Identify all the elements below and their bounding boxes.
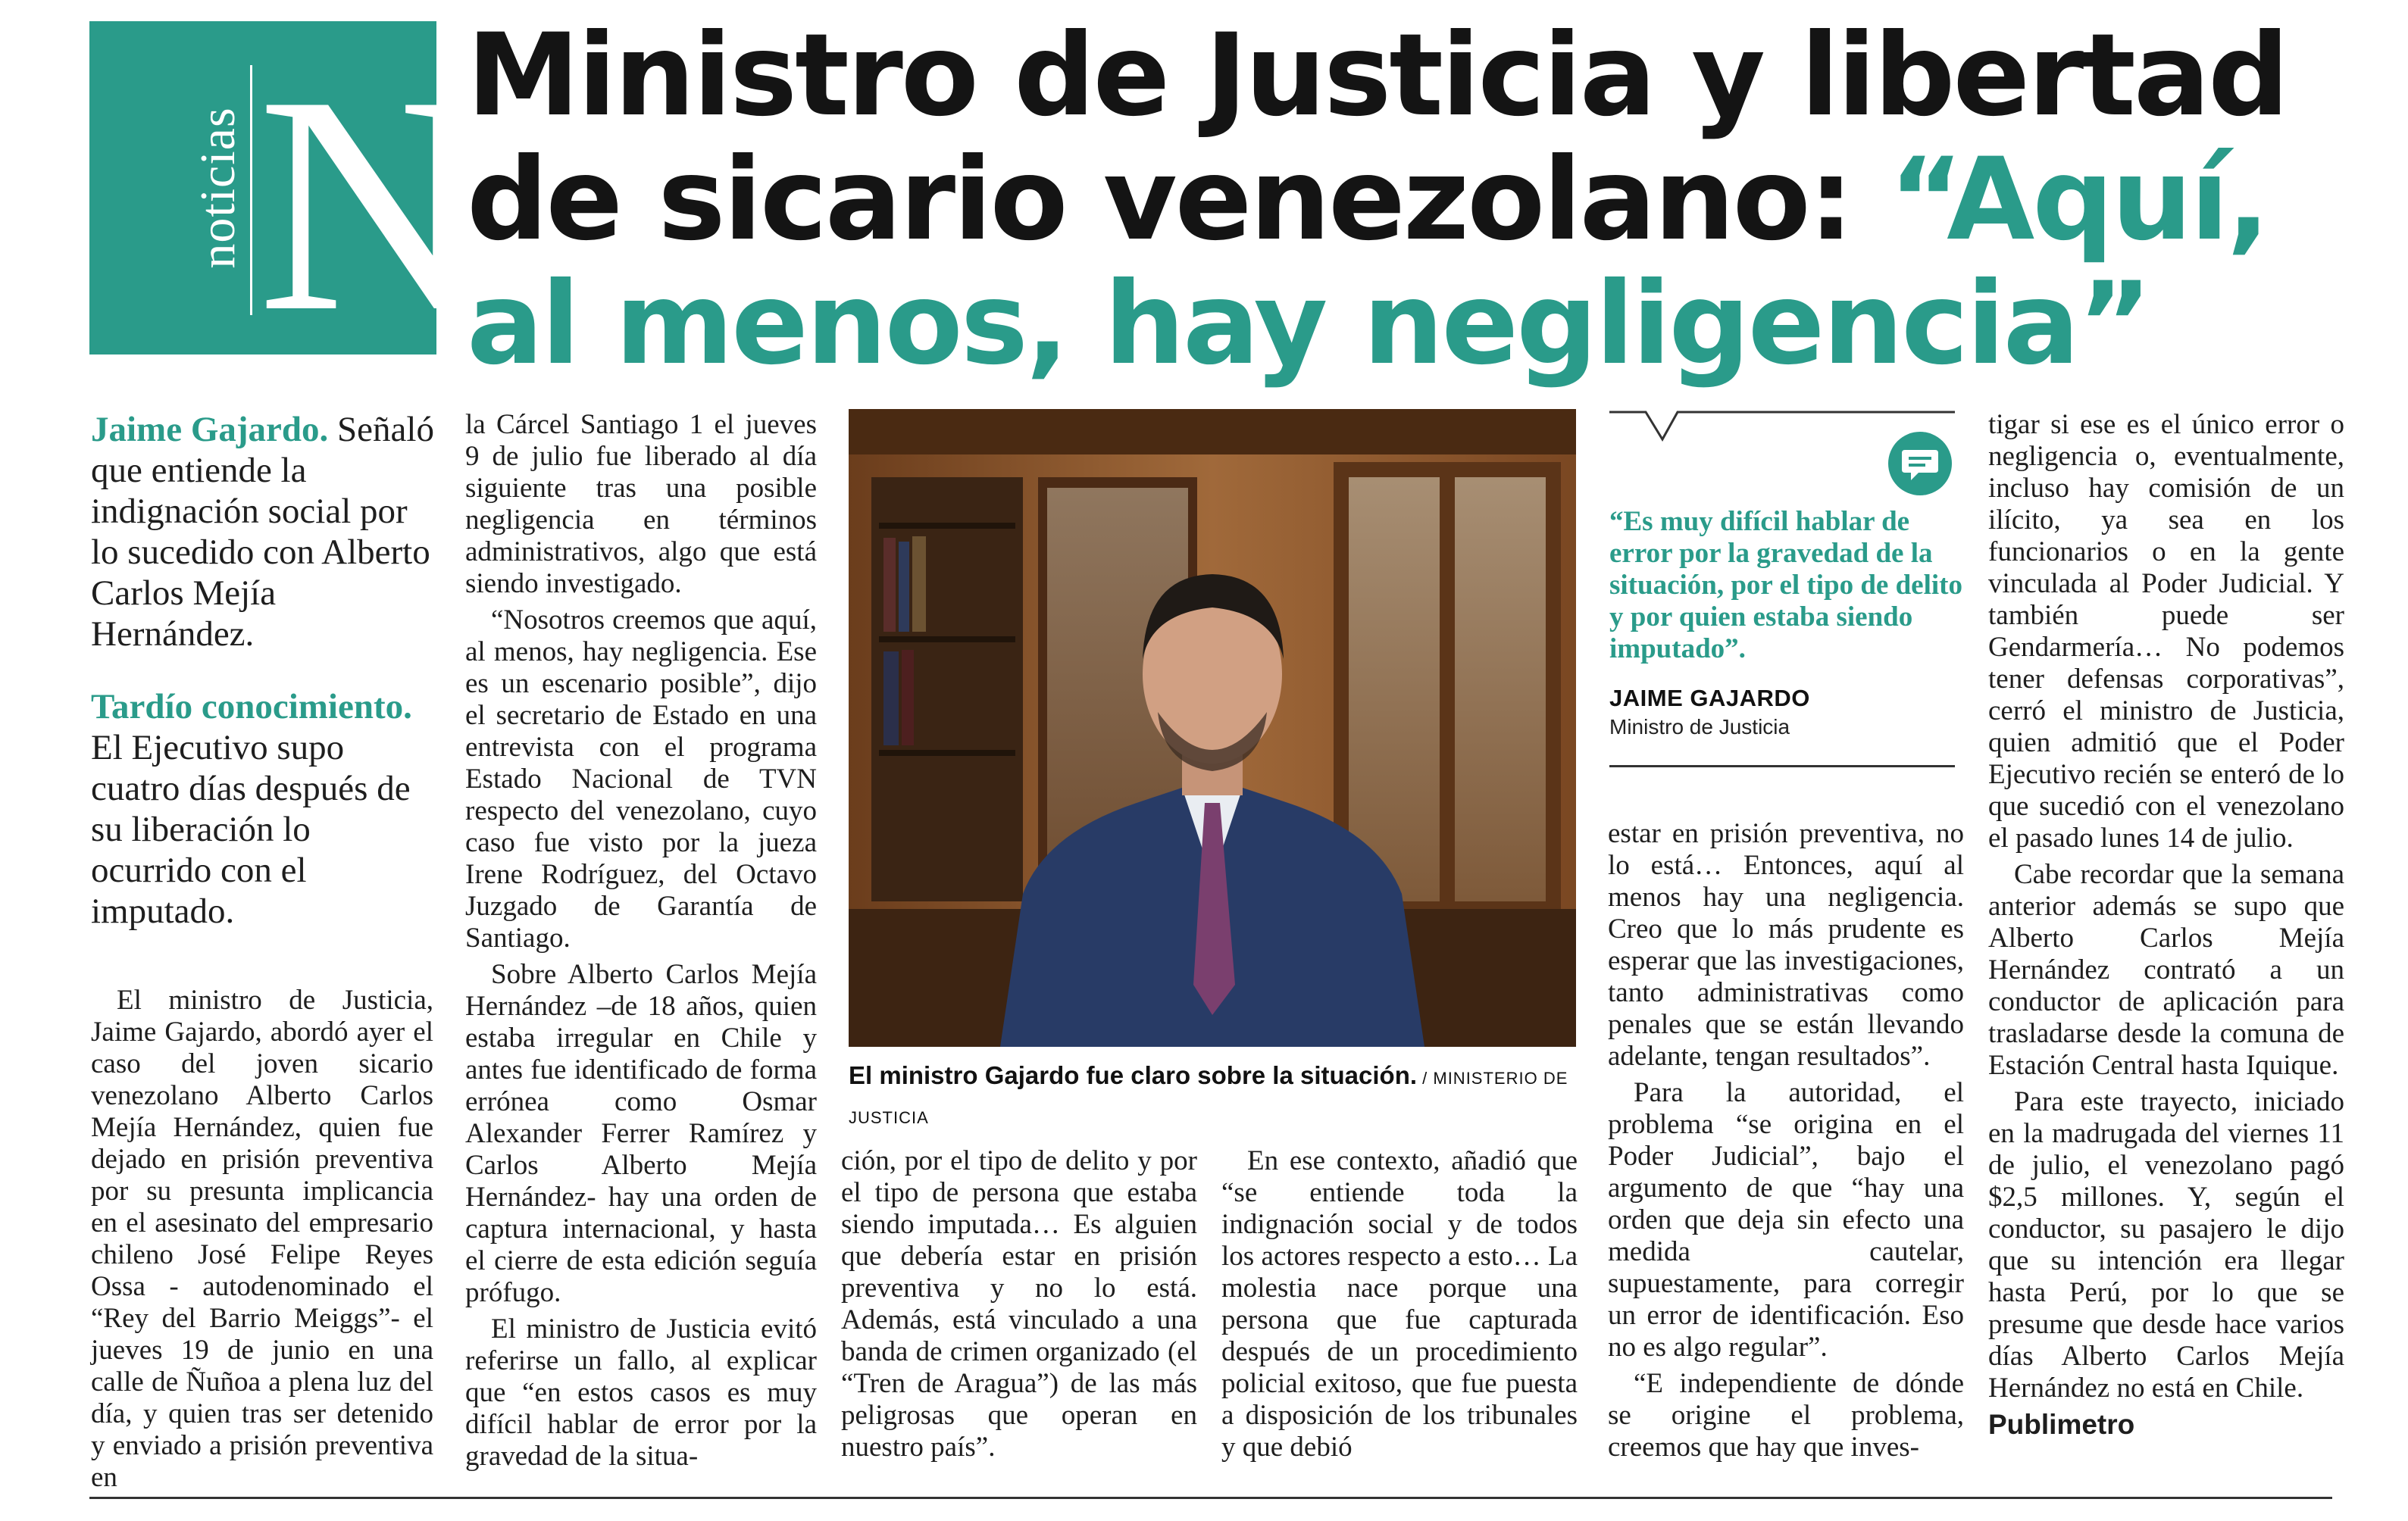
article-column-2	[465, 409, 817, 1473]
paragraph: la Cárcel Santiago 1 el jueves 9 de julio fue liberado al día siguiente tras una posible negligencia en términos administrativos, algo que está siendo investigado.	[465, 409, 817, 599]
photo-credit: / MINISTERIO DE JUSTICIA	[849, 1069, 1568, 1127]
summary-text: El Ejecutivo supo cuatro días después de su liberación lo ocurrido con el imputado.	[91, 728, 411, 931]
summary-column	[91, 409, 439, 964]
summary-lead: Jaime Gajardo.	[91, 410, 329, 449]
article-photo	[849, 409, 1576, 1047]
paragraph: tigar si ese es el único error o negligencia o, eventualmente, incluso hay comisión de un ilícito, ya sea en los funcionarios o en la gente vinculada al Poder Judicial. Y también puede ser Gendarmería… No podemos tener defensas corporativas”, cerró el ministro de Justicia, quien admitió que el Poder Ejecutivo recién se enteró de lo que sucedió con el venezolano el pasado lunes 14 de julio.	[1988, 409, 2344, 854]
logo-divider	[250, 65, 252, 315]
summary-lead: Tardío conocimiento.	[91, 687, 412, 726]
summary-text: Señaló que entiende la indignación social por lo sucedido con Alberto Carlos Mejía Hernández.	[91, 410, 434, 654]
paragraph: “E independiente de dónde se origine el problema, creemos que hay que inves-	[1608, 1368, 1964, 1463]
quote-box-bottom-rule	[1609, 765, 1955, 767]
paragraph: “Nosotros creemos que aquí, al menos, hay negligencia. Ese es un escenario posible”, dijo el secretario de Estado en una entrevista con el programa Estado Nacional de TVN respecto del venezolano, cuyo caso fue visto por la jueza Irene Rodríguez, del Octavo Juzgado de Garantía de Santiago.	[465, 604, 817, 954]
logo-letter: N	[258, 32, 483, 376]
article-signature: Publimetro	[1988, 1409, 2135, 1440]
paragraph: Para este trayecto, iniciado en la madrugada del viernes 11 de julio, el venezolano pagó $2,5 millones. Y, según el conductor, su pasajero le dijo que su intención era llegar hasta Perú, por lo que se presume que desde hace varios días Alberto Carlos Mejía Hernández no está en Chile.	[1988, 1086, 2344, 1404]
article-column-4	[1221, 1145, 1578, 1463]
minister-portrait	[849, 409, 1576, 1047]
article-column-5	[1608, 818, 1964, 1463]
pull-quote-name: JAIME GAJARDO	[1609, 685, 1810, 711]
paragraph: Para la autoridad, el problema “se origina en el Poder Judicial”, bajo el argumento de que “hay una orden que deja sin efecto una medida cautelar, supuestamente, para corregir un error de identificación. Eso no es algo regular”.	[1608, 1077, 1964, 1363]
paragraph: estar en prisión preventiva, no lo está… Entonces, aquí al menos hay una negligencia. Creo que lo más prudente es esperar que las investigaciones, tanto administrativas como penales que se están llevando adelante, tengan resultados”.	[1608, 818, 1964, 1072]
paragraph: El ministro de Justicia, Jaime Gajardo, abordó ayer el caso del joven sicario venezolano Alberto Carlos Mejía Hernández, quien fue dejado en prisión preventiva por su presunta implicancia en el asesinato del empresario chileno José Felipe Reyes Ossa - autodenominado el “Rey del Barrio Meiggs”- el jueves 19 de junio en una calle de Ñuñoa a plena luz del día, y quien tras ser detenido y enviado a prisión preventiva en	[91, 985, 433, 1493]
summary-item	[91, 686, 439, 932]
pull-quote-text: “Es muy difícil hablar de error por la gravedad de la situación, por el tipo de delito y por quien estaba siendo imputado”.	[1609, 506, 1962, 664]
speech-bubble-icon	[1888, 432, 1952, 495]
pull-quote-role: Ministro de Justicia	[1609, 715, 1790, 739]
section-logo	[89, 21, 483, 376]
article-column-6	[1988, 409, 2344, 1441]
paragraph: El ministro de Justicia evitó referirse un fallo, al explicar que “en estos casos es muy difícil hablar de error por la gravedad de la situa-	[465, 1313, 817, 1472]
headline-quote: “Aquí, al menos, hay negligencia”	[467, 134, 2268, 390]
article-column-1	[91, 985, 433, 1494]
article-column-3	[841, 1145, 1197, 1463]
photo-caption	[849, 1057, 1576, 1136]
section-label: noticias	[190, 107, 245, 269]
summary-item	[91, 409, 439, 654]
caption-text: El ministro Gajardo fue claro sobre la situación.	[849, 1061, 1418, 1089]
paragraph: Sobre Alberto Carlos Mejía Hernández –de 18 años, quien estaba irregular en Chile y antes fue identificado de forma errónea como Osmar Alexander Ferrer Ramírez y Carlos Alberto Mejía Hernández- hay una orden de captura internacional, y hasta el cierre de esta edición seguía prófugo.	[465, 959, 817, 1308]
paragraph: En ese contexto, añadió que “se entiende toda la indignación social y de todos los actores respecto a esto… La molestia nace porque una persona que fue capturada después de un procedimiento policial exitoso, que fue puesta a disposición de los tribunales y que debió	[1221, 1145, 1578, 1463]
paragraph: ción, por el tipo de delito y por el tipo de persona que estaba siendo imputada… Es alguien que debería estar en prisión preventiva y no lo está. Además, está vinculado a una banda de crimen organizado (el “Tren de Aragua”) de las más peligrosas que operan en nuestro país”.	[841, 1145, 1197, 1463]
headline	[467, 10, 2376, 390]
page-bottom-rule	[89, 1497, 2332, 1499]
paragraph: Cabe recordar que la semana anterior además se supo que Alberto Carlos Mejía Hernández contrató a un conductor de aplicación para trasladarse desde la comuna de Estación Central hasta Iquique.	[1988, 859, 2344, 1081]
headline-main: Ministro de Justicia y libertad de sicario venezolano:	[467, 10, 2288, 266]
